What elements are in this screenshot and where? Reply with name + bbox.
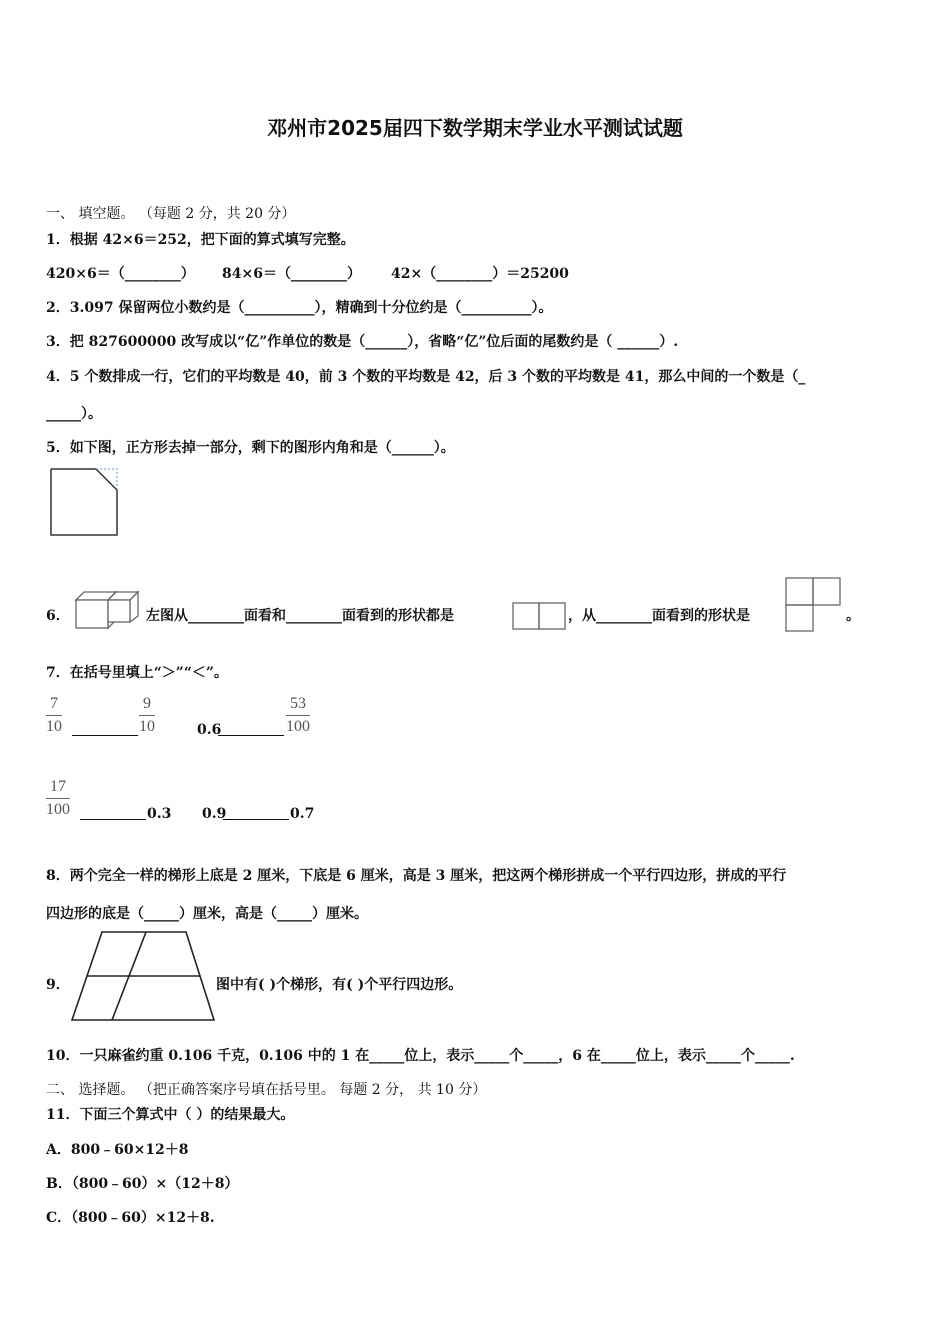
cube-stack-figure (72, 588, 144, 630)
decimal-0-7: 0.7 (290, 806, 315, 822)
question-1-part-a: 420×6＝（________） (46, 266, 195, 282)
decimal-0-9: 0.9 (202, 806, 227, 822)
option-a[interactable]: A．800﹣60×12＋8 (46, 1142, 189, 1158)
fraction-denominator: 100 (46, 801, 70, 818)
section-2-heading: 二、 选择题。 （把正确答案序号填在括号里。 每题 2 分， 共 10 分） (46, 1082, 487, 1098)
question-6-text-3: 。 (846, 608, 860, 624)
section-1-heading: 一、 填空题。 （每题 2 分，共 20 分） (46, 206, 296, 222)
question-9-text: 图中有( )个梯形，有( )个平行四边形。 (216, 977, 463, 993)
question-4-line-2: _____）。 (46, 406, 102, 422)
question-5: 5．如下图，正方形去掉一部分，剩下的图形内角和是（______）。 (46, 440, 455, 456)
fraction-numerator: 53 (286, 695, 310, 716)
question-7: 7．在括号里填上“＞”“＜”。 (46, 665, 228, 681)
question-11: 11．下面三个算式中（ ）的结果最大。 (46, 1107, 295, 1123)
page-title: 邓州市2025届四下数学期末学业水平测试试题 (267, 116, 683, 140)
answer-blank (218, 723, 284, 736)
question-8-line-2: 四边形的底是（_____）厘米，高是（_____）厘米。 (46, 906, 368, 922)
answer-blank (72, 723, 138, 736)
fraction-numerator: 17 (46, 778, 70, 799)
cut-square-figure (48, 466, 120, 538)
fraction-numerator: 9 (139, 695, 155, 716)
two-squares-figure (512, 601, 566, 631)
question-6-text-2: ，从________面看到的形状是 (568, 608, 750, 624)
fraction-numerator: 7 (46, 695, 62, 716)
question-4-line-1: 4．5 个数排成一行，它们的平均数是 40，前 3 个数的平均数是 42，后 3 个数的平均数是 41，那么中间的一个数是（_ (46, 369, 806, 385)
trapezoid-figure (68, 928, 218, 1024)
decimal-0-3: 0.3 (147, 806, 172, 822)
l-shape-figure (785, 576, 843, 632)
answer-blank (223, 807, 289, 820)
fraction-53-100 (286, 695, 310, 736)
option-b[interactable]: B．（800﹣60）×（12＋8） (46, 1176, 239, 1192)
fraction-denominator: 10 (139, 718, 155, 735)
question-10: 10．一只麻雀约重 0.106 千克，0.106 中的 1 在_____位上，表示_____个_____，6 在_____位上，表示_____个_____. (46, 1048, 795, 1064)
answer-blank (80, 807, 146, 820)
question-3: 3．把 827600000 改写成以“亿”作单位的数是（______），省略“亿”位后面的尾数约是（ ______）. (46, 334, 679, 350)
question-8-line-1: 8．两个完全一样的梯形上底是 2 厘米，下底是 6 厘米，高是 3 厘米，把这两个梯形拼成一个平行四边形，拼成的平行 (46, 868, 787, 884)
fraction-denominator: 100 (286, 718, 310, 735)
fraction-17-100 (46, 778, 70, 819)
question-9-number: 9． (46, 977, 70, 993)
question-6-text-1: 左图从________面看和________面看到的形状都是 (146, 608, 454, 624)
question-1: 1．根据 42×6＝252，把下面的算式填写完整。 (46, 232, 355, 248)
question-2: 2．3.097 保留两位小数约是（__________），精确到十分位约是（__________）。 (46, 300, 553, 316)
fraction-denominator: 10 (46, 718, 62, 735)
option-c[interactable]: C．（800﹣60）×12＋8. (46, 1210, 215, 1226)
fraction-7-10 (46, 695, 62, 736)
question-6-number: 6． (46, 608, 70, 624)
question-1-part-c: 42×（________）＝25200 (391, 266, 569, 282)
decimal-0-6: 0.6 (197, 722, 222, 738)
fraction-9-10 (139, 695, 155, 736)
question-1-part-b: 84×6＝（________） (222, 266, 361, 282)
